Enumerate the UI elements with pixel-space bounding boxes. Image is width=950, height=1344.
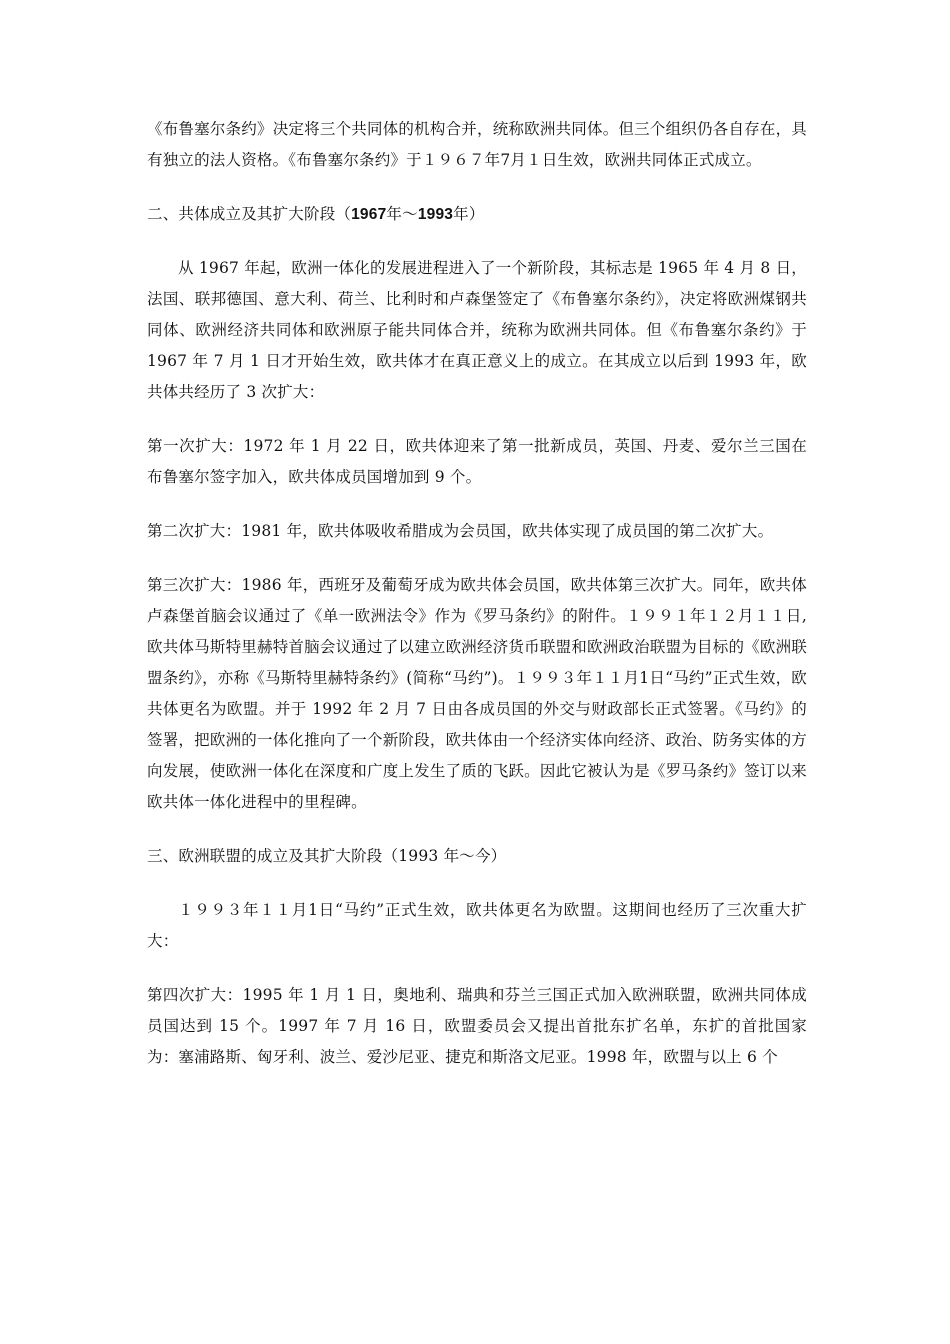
heading-2-mid: 年～: [386, 205, 418, 223]
section-heading-2: [147, 199, 807, 230]
paragraph-brussels-treaty: 《布鲁塞尔条约》决定将三个共同体的机构合并，统称欧洲共同体。但三个组织仍各自存在，具有独立的法人资格。《布鲁塞尔条约》于１９６７年7月１日生效，欧洲共同体正式成立。: [147, 120, 807, 169]
paragraph-fourth-enlargement: 第四次扩大：1995 年 1 月 1 日，奥地利、瑞典和芬兰三国正式加入欧洲联盟，欧洲共同体成员国达到 15 个。1997 年 7 月 16 日，欧盟委员会又提出首批东扩名单，东扩的首批国家为：塞浦路斯、匈牙利、波兰、爱沙尼亚、捷克和斯洛文尼亚。1998 年，欧盟与以上 6 个: [147, 986, 807, 1066]
heading-2-year-start: 1967: [351, 206, 387, 223]
paragraph-new-stage: 从 1967 年起，欧洲一体化的发展进程进入了一个新阶段，其标志是 1965 年 4 月 8 日，法国、联邦德国、意大利、荷兰、比利时和卢森堡签定了《布鲁塞尔条约》，决定将欧洲煤钢共同体、欧洲经济共同体和欧洲原子能共同体合并，统称为欧洲共同体。但《布鲁塞尔条约》于 1967 年 7 月 1 日才开始生效，欧共体才在真正意义上的成立。在其成立以后到 1993 年，欧共体共经历了 3 次扩大：: [147, 259, 807, 401]
paragraph-first-enlargement: 第一次扩大：1972 年 1 月 22 日，欧共体迎来了第一批新成员，英国、丹麦、爱尔兰三国在布鲁塞尔签字加入，欧共体成员国增加到 9 个。: [147, 437, 807, 486]
paragraph-second-enlargement: 第二次扩大：1981 年，欧共体吸收希腊成为会员国，欧共体实现了成员国的第二次扩大。: [147, 522, 774, 540]
paragraph-third-enlargement: 第三次扩大：1986 年，西班牙及葡萄牙成为欧共体会员国，欧共体第三次扩大。同年，欧共体卢森堡首脑会议通过了《单一欧洲法令》作为《罗马条约》的附件。１９９１年１２月１１日,欧共体马斯特里赫特首脑会议通过了以建立欧洲经济货币联盟和欧洲政治联盟为目标的《欧洲联盟条约》，亦称《马斯特里赫特条约》(简称“马约”)。１９９３年１１月1日“马约”正式生效，欧共体更名为欧盟。并于 1992 年 2 月 7 日由各成员国的外交与财政部长正式签署。《马约》的签署，把欧洲的一体化推向了一个新阶段，欧共体由一个经济实体向经济、政治、防务实体的方向发展，使欧洲一体化在深度和广度上发生了质的飞跃。因此它被认为是《罗马条约》签订以来欧共体一体化进程中的里程碑。: [147, 576, 807, 811]
heading-2-suffix: 年）: [453, 205, 485, 223]
heading-2-year-end: 1993: [417, 206, 454, 223]
heading-2-prefix: 二、共体成立及其扩大阶段（: [147, 205, 352, 223]
paragraph-maastricht-effective: １９９３年１１月1日“马约”正式生效，欧共体更名为欧盟。这期间也经历了三次重大扩大：: [147, 901, 807, 950]
section-heading-3: 三、欧洲联盟的成立及其扩大阶段（1993 年～今）: [147, 847, 507, 865]
document-body: [147, 114, 807, 1096]
